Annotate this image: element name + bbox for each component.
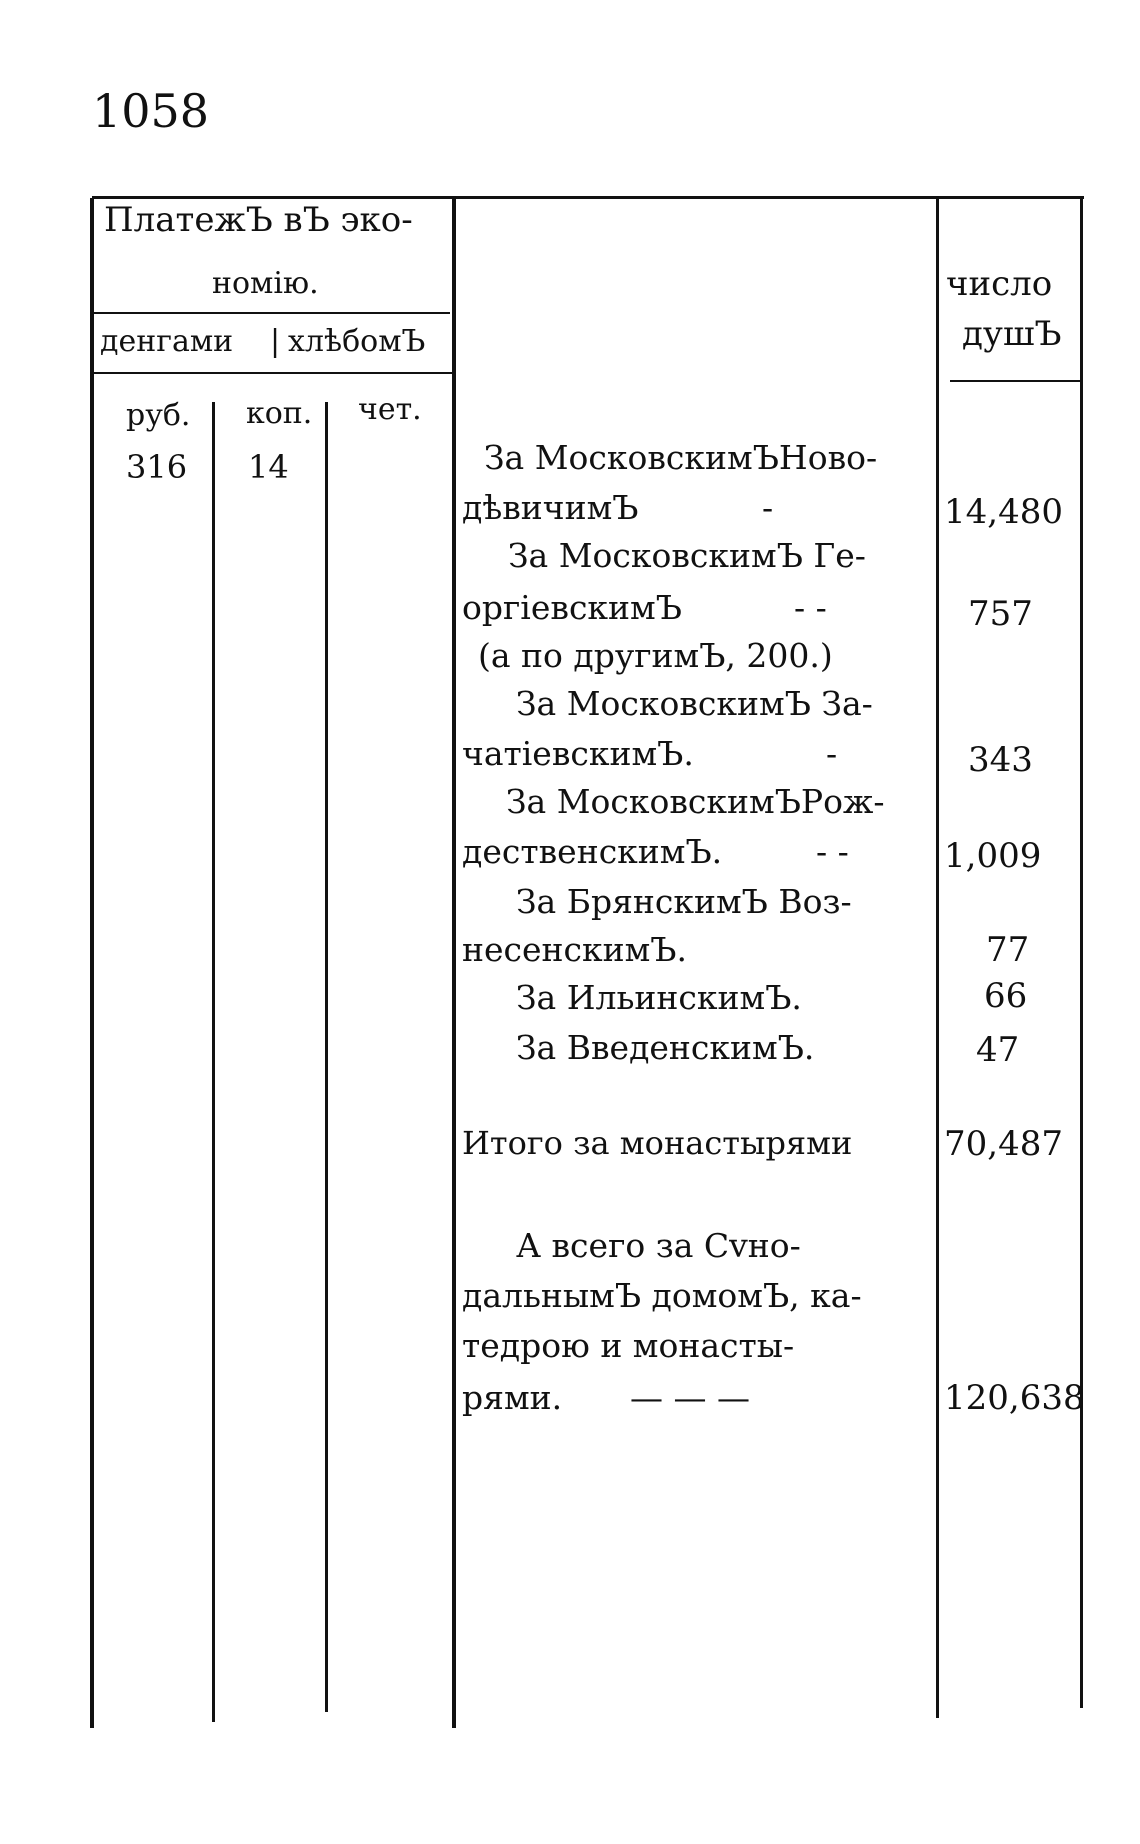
- grain-header: хлѣбомЪ: [288, 324, 426, 359]
- payment-right-border: [452, 198, 456, 1728]
- rub-label: руб.: [126, 398, 191, 433]
- entry-rozhdestvensky-line2: дественскимЪ.: [462, 832, 723, 871]
- money-header: денгами: [100, 324, 234, 359]
- entry-georgievsky-dash: - -: [794, 588, 827, 627]
- entry-vvedensky-line1: За ВведенскимЪ.: [516, 1028, 815, 1067]
- entry-ilyinsky-value: 66: [984, 976, 1028, 1016]
- rub-kop-divider: [212, 402, 215, 1722]
- entry-zachatievsky-line1: За МосковскимЪ За-: [516, 684, 873, 723]
- grand-total-line4: рями.: [462, 1378, 563, 1417]
- entry-zachatievsky-dash: -: [826, 734, 838, 773]
- entry-novodevichy-line1: За МосковскимЪНово-: [484, 438, 878, 477]
- grand-total-dashes: — — —: [630, 1378, 750, 1417]
- payment-header-line1: ПлатежЪ вЪ эко-: [104, 200, 413, 240]
- entry-rozhdestvensky-value: 1,009: [944, 836, 1042, 876]
- chet-label: чет.: [358, 392, 422, 427]
- total-monasteries-value: 70,487: [944, 1124, 1063, 1164]
- souls-header-line2: душЪ: [962, 314, 1062, 354]
- grand-total-value: 120,638: [944, 1378, 1085, 1418]
- entry-georgievsky-line2: оргіевскимЪ: [462, 588, 682, 627]
- souls-left-border: [936, 198, 939, 1718]
- entry-novodevichy-dash: -: [762, 488, 774, 527]
- entry-georgievsky-value: 757: [968, 594, 1033, 634]
- entry-vozdvizhensky-line2: несенскимЪ.: [462, 930, 688, 969]
- left-border: [90, 198, 94, 1728]
- kop-value: 14: [248, 448, 289, 486]
- page-number: 1058: [92, 84, 210, 138]
- entry-rozhdestvensky-dash: - -: [816, 832, 849, 871]
- header-inner-rule: [94, 312, 450, 314]
- header-bottom-rule-left: [92, 372, 454, 374]
- grand-total-line3: тедрою и монасты-: [462, 1326, 795, 1365]
- payment-header-line2: номію.: [212, 266, 319, 301]
- entry-georgievsky-line1: За МосковскимЪ Ге-: [508, 536, 866, 575]
- grand-total-line2: дальнымЪ домомЪ, ка-: [462, 1276, 862, 1315]
- kop-label: коп.: [246, 396, 313, 431]
- right-border: [1080, 198, 1083, 1708]
- entry-novodevichy-value: 14,480: [944, 492, 1063, 532]
- souls-header-line1: число: [946, 264, 1053, 304]
- entry-ilyinsky-line1: За ИльинскимЪ.: [516, 978, 802, 1017]
- entry-georgievsky-note: (а по другимЪ, 200.): [478, 636, 833, 675]
- total-monasteries-label: Итого за монастырями: [462, 1124, 853, 1162]
- entry-novodevichy-line2: дѣвичимЪ: [462, 488, 639, 527]
- header-bottom-rule-right: [950, 380, 1082, 382]
- entry-vozdvizhensky-value: 77: [986, 930, 1030, 970]
- entry-rozhdestvensky-line1: За МосковскимЪРож-: [506, 782, 885, 821]
- header-separator: |: [270, 324, 281, 359]
- kop-chet-divider: [325, 402, 328, 1712]
- entry-zachatievsky-value: 343: [968, 740, 1033, 780]
- entry-vozdvizhensky-line1: За БрянскимЪ Воз-: [516, 882, 852, 921]
- entry-vvedensky-value: 47: [976, 1030, 1020, 1070]
- grand-total-line1: А всего за Сvно-: [516, 1226, 801, 1265]
- rub-value: 316: [126, 448, 188, 486]
- entry-zachatievsky-line2: чатіевскимЪ.: [462, 734, 694, 773]
